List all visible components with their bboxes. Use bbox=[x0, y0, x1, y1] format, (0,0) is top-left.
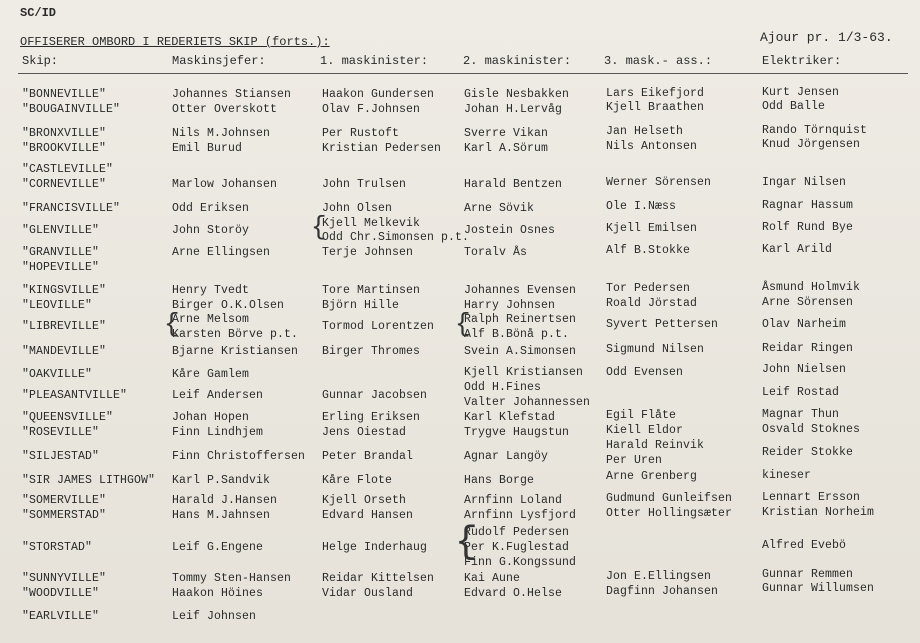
ship-name-cell: "BONNEVILLE" bbox=[22, 88, 107, 101]
document-title: OFFISERER OMBORD I REDERIETS SKIP (forts.): bbox=[20, 35, 330, 49]
electrician-cell: Gunnar Willumsen bbox=[762, 582, 875, 595]
third-engineer-cell: Ole I.Næss bbox=[606, 200, 677, 213]
third-engineer-cell: Kiell Eldor bbox=[606, 424, 684, 437]
electrician-cell: Osvald Stoknes bbox=[762, 423, 861, 436]
third-engineer-cell: Dagfinn Johansen bbox=[606, 585, 719, 598]
third-engineer-cell: Werner Sörensen bbox=[606, 176, 712, 189]
electrician-cell: kineser bbox=[762, 469, 812, 482]
third-engineer-cell: Sigmund Nilsen bbox=[606, 343, 705, 356]
third-engineer-cell: Alf B.Stokke bbox=[606, 244, 691, 257]
second-engineer-cell: Finn G.Kongssund bbox=[464, 556, 577, 569]
second-engineer-cell: Agnar Langöy bbox=[464, 450, 549, 463]
ship-name-cell: "QUEENSVILLE" bbox=[22, 411, 114, 424]
second-engineer-cell: Rudolf Pedersen bbox=[464, 526, 570, 539]
second-engineer-cell: Valter Johannessen bbox=[464, 396, 591, 409]
chief-engineer-cell: Leif G.Engene bbox=[172, 541, 264, 554]
first-engineer-cell: Tore Martinsen bbox=[322, 284, 421, 297]
chief-engineer-cell: Finn Lindhjem bbox=[172, 426, 264, 439]
ship-name-cell: "KINGSVILLE" bbox=[22, 284, 107, 297]
ship-name-cell: "OAKVILLE" bbox=[22, 368, 93, 381]
second-engineer-cell: Edvard O.Helse bbox=[464, 587, 563, 600]
first-engineer-cell: Edvard Hansen bbox=[322, 509, 414, 522]
chief-engineer-cell: Haakon Höines bbox=[172, 587, 264, 600]
third-engineer-cell: Tor Pedersen bbox=[606, 282, 691, 295]
third-engineer-cell: Syvert Pettersen bbox=[606, 318, 719, 331]
electrician-cell: Leif Rostad bbox=[762, 386, 840, 399]
first-engineer-cell: Peter Brandal bbox=[322, 450, 414, 463]
first-engineer-cell: Tormod Lorentzen bbox=[322, 320, 435, 333]
chief-engineer-cell: Marlow Johansen bbox=[172, 178, 278, 191]
second-engineer-cell: Karl A.Sörum bbox=[464, 142, 549, 155]
second-engineer-cell: Hans Borge bbox=[464, 474, 535, 487]
first-engineer-cell: Odd Chr.Simonsen p.t. bbox=[322, 231, 470, 244]
second-engineer-cell: Arnfinn Loland bbox=[464, 494, 563, 507]
electrician-cell: Ingar Nilsen bbox=[762, 176, 847, 189]
chief-engineer-cell: Nils M.Johnsen bbox=[172, 127, 271, 140]
second-engineer-cell: Harald Bentzen bbox=[464, 178, 563, 191]
ship-name-cell: "EARLVILLE" bbox=[22, 610, 100, 623]
third-engineer-cell: Egil Flåte bbox=[606, 409, 677, 422]
third-engineer-cell: Roald Jörstad bbox=[606, 297, 698, 310]
second-engineer-cell: Arnfinn Lysfjord bbox=[464, 509, 577, 522]
electrician-cell: Rolf Rund Bye bbox=[762, 221, 854, 234]
electrician-cell: Kurt Jensen bbox=[762, 86, 840, 99]
ship-name-cell: "BOUGAINVILLE" bbox=[22, 103, 121, 116]
ship-name-cell: "BRONXVILLE" bbox=[22, 127, 107, 140]
first-engineer-cell: Haakon Gundersen bbox=[322, 88, 435, 101]
ship-name-cell: "BROOKVILLE" bbox=[22, 142, 107, 155]
chief-engineer-cell: Johannes Stiansen bbox=[172, 88, 292, 101]
ship-name-cell: "SOMERVILLE" bbox=[22, 494, 107, 507]
second-engineer-cell: Kai Aune bbox=[464, 572, 521, 585]
bracket-glenville: { bbox=[311, 212, 327, 242]
ship-name-cell: "SOMMERSTAD" bbox=[22, 509, 107, 522]
chief-engineer-cell: Tommy Sten-Hansen bbox=[172, 572, 292, 585]
third-engineer-cell: Gudmund Gunleifsen bbox=[606, 492, 733, 505]
header-first-engineer: 1. maskinister: bbox=[320, 54, 429, 68]
electrician-cell: Ragnar Hassum bbox=[762, 199, 854, 212]
ship-name-cell: "GLENVILLE" bbox=[22, 224, 100, 237]
first-engineer-cell: John Trulsen bbox=[322, 178, 407, 191]
chief-engineer-cell: Henry Tvedt bbox=[172, 284, 250, 297]
second-engineer-cell: Johan H.Lervåg bbox=[464, 103, 563, 116]
chief-engineer-cell: Emil Burud bbox=[172, 142, 243, 155]
electrician-cell: Reider Stokke bbox=[762, 446, 854, 459]
third-engineer-cell: Kjell Emilsen bbox=[606, 222, 698, 235]
first-engineer-cell: Gunnar Jacobsen bbox=[322, 389, 428, 402]
chief-engineer-cell: John Storöy bbox=[172, 224, 250, 237]
second-engineer-cell: Ralph Reinertsen bbox=[464, 313, 577, 326]
chief-engineer-cell: Leif Andersen bbox=[172, 389, 264, 402]
second-engineer-cell: Kjell Kristiansen bbox=[464, 366, 584, 379]
ship-name-cell: "LEOVILLE" bbox=[22, 299, 93, 312]
first-engineer-cell: Kjell Melkevik bbox=[322, 217, 421, 230]
third-engineer-cell: Harald Reinvik bbox=[606, 439, 705, 452]
second-engineer-cell: Per K.Fuglestad bbox=[464, 541, 570, 554]
chief-engineer-cell: Birger O.K.Olsen bbox=[172, 299, 285, 312]
first-engineer-cell: Reidar Kittelsen bbox=[322, 572, 435, 585]
third-engineer-cell: Kjell Braathen bbox=[606, 101, 705, 114]
ship-name-cell: "SIR JAMES LITHGOW" bbox=[22, 474, 156, 487]
second-engineer-cell: Harry Johnsen bbox=[464, 299, 556, 312]
third-engineer-cell: Jan Helseth bbox=[606, 125, 684, 138]
second-engineer-cell: Karl Klefstad bbox=[464, 411, 556, 424]
chief-engineer-cell: Bjarne Kristiansen bbox=[172, 345, 299, 358]
ship-name-cell: "STORSTAD" bbox=[22, 541, 93, 554]
second-engineer-cell: Gisle Nesbakken bbox=[464, 88, 570, 101]
ship-name-cell: "PLEASANTVILLE" bbox=[22, 389, 128, 402]
third-engineer-cell: Jon E.Ellingsen bbox=[606, 570, 712, 583]
first-engineer-cell: Kjell Orseth bbox=[322, 494, 407, 507]
second-engineer-cell: Sverre Vikan bbox=[464, 127, 549, 140]
first-engineer-cell: John Olsen bbox=[322, 202, 393, 215]
chief-engineer-cell: Odd Eriksen bbox=[172, 202, 250, 215]
header-ship: Skip: bbox=[22, 54, 59, 68]
first-engineer-cell: Helge Inderhaug bbox=[322, 541, 428, 554]
header-third-engineer: 3. mask.- ass.: bbox=[604, 54, 713, 68]
third-engineer-cell: Lars Eikefjord bbox=[606, 87, 705, 100]
electrician-cell: Åsmund Holmvik bbox=[762, 281, 861, 294]
electrician-cell: Odd Balle bbox=[762, 100, 826, 113]
first-engineer-cell: Björn Hille bbox=[322, 299, 400, 312]
chief-engineer-cell: Karsten Börve p.t. bbox=[172, 328, 299, 341]
ship-name-cell: "CASTLEVILLE" bbox=[22, 163, 114, 176]
second-engineer-cell: Toralv Ås bbox=[464, 246, 528, 259]
electrician-cell: Kristian Norheim bbox=[762, 506, 875, 519]
third-engineer-cell: Odd Evensen bbox=[606, 366, 684, 379]
chief-engineer-cell: Kåre Gamlem bbox=[172, 368, 250, 381]
ship-name-cell: "HOPEVILLE" bbox=[22, 261, 100, 274]
chief-engineer-cell: Arne Melsom bbox=[172, 313, 250, 326]
bracket-storstad: { bbox=[455, 521, 478, 564]
chief-engineer-cell: Arne Ellingsen bbox=[172, 246, 271, 259]
first-engineer-cell: Erling Eriksen bbox=[322, 411, 421, 424]
second-engineer-cell: Odd H.Fines bbox=[464, 381, 542, 394]
first-engineer-cell: Kåre Flote bbox=[322, 474, 393, 487]
first-engineer-cell: Terje Johnsen bbox=[322, 246, 414, 259]
electrician-cell: Magnar Thun bbox=[762, 408, 840, 421]
first-engineer-cell: Olav F.Johnsen bbox=[322, 103, 421, 116]
first-engineer-cell: Vidar Ousland bbox=[322, 587, 414, 600]
electrician-cell: Arne Sörensen bbox=[762, 296, 854, 309]
chief-engineer-cell: Otter Overskott bbox=[172, 103, 278, 116]
electrician-cell: Karl Arild bbox=[762, 243, 833, 256]
third-engineer-cell: Per Uren bbox=[606, 454, 663, 467]
ship-name-cell: "CORNEVILLE" bbox=[22, 178, 107, 191]
header-electrician: Elektriker: bbox=[762, 54, 842, 68]
ship-name-cell: "GRANVILLE" bbox=[22, 246, 100, 259]
chief-engineer-cell: Finn Christoffersen bbox=[172, 450, 306, 463]
header-divider bbox=[18, 73, 908, 74]
electrician-cell: Lennart Ersson bbox=[762, 491, 861, 504]
chief-engineer-cell: Hans M.Jahnsen bbox=[172, 509, 271, 522]
bracket-libreville-2nd: { bbox=[455, 309, 471, 339]
electrician-cell: Olav Narheim bbox=[762, 318, 847, 331]
second-engineer-cell: Svein A.Simonsen bbox=[464, 345, 577, 358]
first-engineer-cell: Birger Thromes bbox=[322, 345, 421, 358]
chief-engineer-cell: Leif Johnsen bbox=[172, 610, 257, 623]
third-engineer-cell: Arne Grenberg bbox=[606, 470, 698, 483]
electrician-cell: John Nielsen bbox=[762, 363, 847, 376]
ship-name-cell: "ROSEVILLE" bbox=[22, 426, 100, 439]
third-engineer-cell: Otter Hollingsæter bbox=[606, 507, 733, 520]
first-engineer-cell: Per Rustoft bbox=[322, 127, 400, 140]
document-code: SC/ID bbox=[20, 6, 57, 20]
third-engineer-cell: Nils Antonsen bbox=[606, 140, 698, 153]
ship-name-cell: "FRANCISVILLE" bbox=[22, 202, 121, 215]
header-second-engineer: 2. maskinister: bbox=[463, 54, 572, 68]
header-chief-engineer: Maskinsjefer: bbox=[172, 54, 266, 68]
ship-name-cell: "SILJESTAD" bbox=[22, 450, 100, 463]
chief-engineer-cell: Karl P.Sandvik bbox=[172, 474, 271, 487]
second-engineer-cell: Trygve Haugstun bbox=[464, 426, 570, 439]
ship-name-cell: "MANDEVILLE" bbox=[22, 345, 107, 358]
update-date: Ajour pr. 1/3-63. bbox=[760, 30, 893, 45]
second-engineer-cell: Jostein Osnes bbox=[464, 224, 556, 237]
electrician-cell: Reidar Ringen bbox=[762, 342, 854, 355]
ship-name-cell: "LIBREVILLE" bbox=[22, 320, 107, 333]
ship-name-cell: "WOODVILLE" bbox=[22, 587, 100, 600]
first-engineer-cell: Kristian Pedersen bbox=[322, 142, 442, 155]
chief-engineer-cell: Harald J.Hansen bbox=[172, 494, 278, 507]
second-engineer-cell: Arne Sövik bbox=[464, 202, 535, 215]
second-engineer-cell: Johannes Evensen bbox=[464, 284, 577, 297]
first-engineer-cell: Jens Oiestad bbox=[322, 426, 407, 439]
ship-name-cell: "SUNNYVILLE" bbox=[22, 572, 107, 585]
electrician-cell: Alfred Evebö bbox=[762, 539, 847, 552]
electrician-cell: Gunnar Remmen bbox=[762, 568, 854, 581]
second-engineer-cell: Alf B.Bönå p.t. bbox=[464, 328, 570, 341]
chief-engineer-cell: Johan Hopen bbox=[172, 411, 250, 424]
electrician-cell: Rando Törnquist bbox=[762, 124, 868, 137]
bracket-libreville: { bbox=[164, 309, 180, 339]
electrician-cell: Knud Jörgensen bbox=[762, 138, 861, 151]
